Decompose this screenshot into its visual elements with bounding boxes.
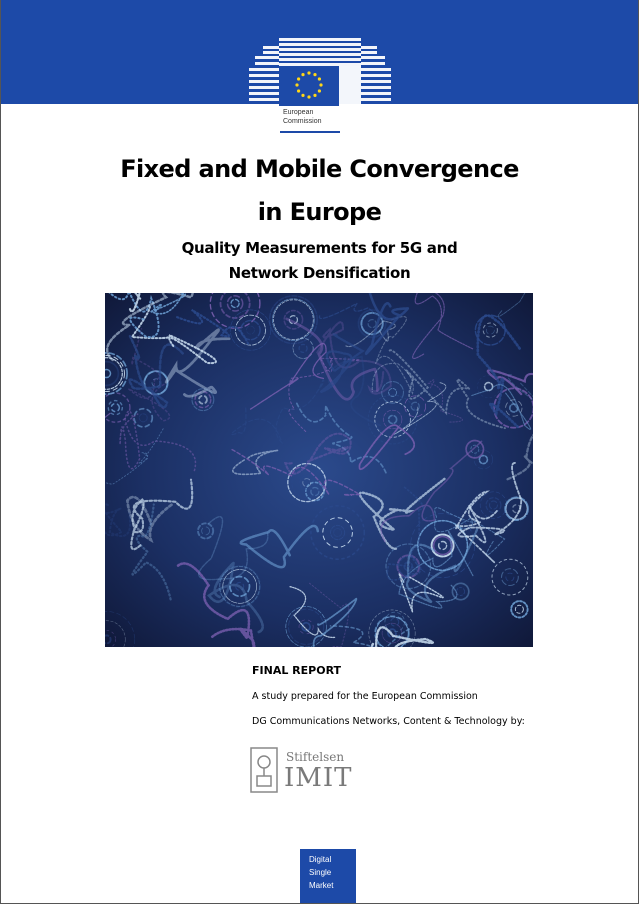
subtitle-line2: Network Densification <box>228 264 411 282</box>
badge-line3: Market <box>309 881 334 890</box>
study-description-line1: A study prepared for the European Commission <box>252 691 478 702</box>
title-line2: in Europe <box>257 198 382 226</box>
badge-line1: Digital <box>309 855 332 864</box>
imit-logo-small-text: Stiftelsen <box>286 750 345 764</box>
study-description-line2: DG Communications Networks, Content & Technology by: <box>252 716 525 727</box>
commission-wordmark-line1: European <box>283 109 314 116</box>
imit-logo-big-text: IMIT <box>284 763 353 793</box>
title-line1: Fixed and Mobile Convergence <box>120 155 519 183</box>
final-report-label: FINAL REPORT <box>252 664 342 677</box>
badge-line2: Single <box>309 868 332 877</box>
commission-wordmark <box>283 108 322 126</box>
document-subtitle <box>0 236 639 286</box>
commission-underline <box>280 131 340 133</box>
cover-artwork <box>105 293 533 647</box>
commission-wordmark-line2: Commission <box>283 118 322 125</box>
subtitle-line1: Quality Measurements for 5G and <box>181 239 458 257</box>
document-title <box>0 148 639 234</box>
abstract-swirl-icon <box>105 293 533 647</box>
digital-single-market-badge <box>300 849 356 903</box>
